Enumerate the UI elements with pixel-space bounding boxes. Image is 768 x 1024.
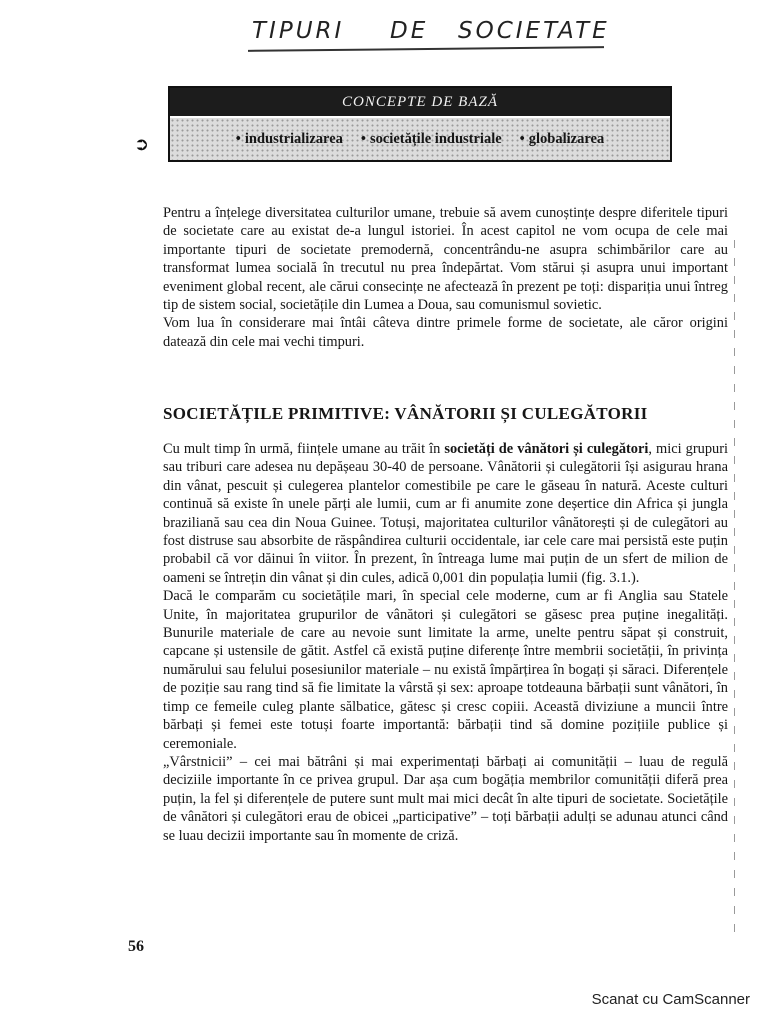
paragraph: Dacă le comparăm cu societățile mari, în special cele moderne, cum ar fi Anglia sau Statele Unite, în majoritatea grupurilor de vânători și culegători se găsesc prea puține inegalități. Bunurile materiale de care au nevoie sunt limitate la arme, unelte pentru săpat și construit, capcane și ustensile de gătit. Astfel că există puține diferențe între membrii societății, în privința numărului sau felului posesiunilor materiale – nu există împărțirea în bogați și săraci. Diferențele de poziție sau rang tind să fie limitate la vârstă și sex: aproape totdeauna bărbații sunt vânători, în timp ce femeile culeg plante sălbatice, gătesc și cresc copiii. Această diviziune a muncii între bărbați și femei este totuși foarte importantă: bărbații tind să domine pozițiile publice și ceremoniale. <box>163 588 728 752</box>
key-concepts-header: CONCEPTE DE BAZĂ <box>170 88 670 116</box>
concept-label: societățile industriale <box>369 130 502 147</box>
concept-item <box>236 131 343 148</box>
intro-text <box>163 204 728 351</box>
key-concepts-list <box>170 118 670 160</box>
paragraph-text: Cu mult timp în urmă, ființele umane au trăit în <box>163 441 445 457</box>
arrow-icon: ➲ <box>134 134 150 155</box>
scan-margin-mark <box>734 240 735 940</box>
scanner-watermark: Scanat cu CamScanner <box>591 991 750 1008</box>
concept-item <box>361 131 502 148</box>
concept-label: industrializarea <box>244 130 343 147</box>
paragraph: „Vârstnicii” – cei mai bătrâni și mai experimentați bărbați ai comunității – luau de regulă deciziile importante în ce privea grupul. Dar așa cum bogăția membrilor comunității diferă prea puțin, la fel și diferențele de putere sunt mult mai mici decât în alte tipuri de societate. Societățile de vânători și culegători erau de obicei „participative” – toți bărbații adulți se adunau atunci când se luau decizii importante sau în momente de criză. <box>163 753 728 844</box>
concept-item <box>520 131 605 148</box>
bullet-icon: • <box>519 130 525 147</box>
handwritten-word: SOCIETATE <box>458 18 610 44</box>
paragraph: Pentru a înțelege diversitatea culturilor umane, trebuie să avem cunoștințe despre diferitele tipuri de societate care au existat de-a lungul istoriei. În acest capitol ne vom ocupa de cele mai importante tipuri de societate premodernă, concentrându-ne asupra schimbărilor care au transformat lumea socială în trecutul nu prea îndepărtat. Vom stărui și asupra unui important eveniment global recent, ale cărui consecințe ne afectează în prezent pe toți: dispariția unui întreg tip de sistem social, societățile din Lumea a Doua, sau comunismul sovietic. <box>163 205 728 314</box>
section-text <box>163 440 728 845</box>
key-concepts-box <box>168 86 672 162</box>
page-number: 56 <box>128 938 144 955</box>
paragraph <box>163 440 728 587</box>
concept-label: globalizarea <box>528 130 605 147</box>
handwritten-word: TIPURI <box>252 18 345 44</box>
bullet-icon: • <box>235 130 241 147</box>
section-title: SOCIETĂȚILE PRIMITIVE: VÂNĂTORII ȘI CULEGĂTORII <box>163 404 648 423</box>
paragraph: Vom lua în considerare mai întâi câteva dintre primele forme de societate, ale căror origini datează din cele mai vechi timpuri. <box>163 315 728 350</box>
bullet-icon: • <box>360 130 366 147</box>
paragraph-text: , mici grupuri sau triburi care adesea nu depășeau 30-40 de persoane. Vânătorii și culegătorii își asigurau hrana din vânat, pescuit și culegerea plantelor comestibile pe care le găseau în natură. Aceste culturi continuă să existe în unele părți ale lumii, cum ar fi anumite zone deșertice din Africa și jungla braziliană sau cea din Noua Guinee. Totuși, majoritatea culturilor vânătorești și de culegători au fost distruse sau absorbite de răspândirea culturii occidentale, iar cele care mai persistă este puțin probabil că vor dăinui în viitor. În prezent, în întreaga lume mai puțin de un sfert de milion de oameni se întrețin din vânat și din cules, adică 0,001 din populația lumii (fig. 3.1.). <box>163 441 729 586</box>
key-term: societăți de vânători și culegători <box>444 441 649 457</box>
handwritten-word: DE <box>390 18 429 44</box>
